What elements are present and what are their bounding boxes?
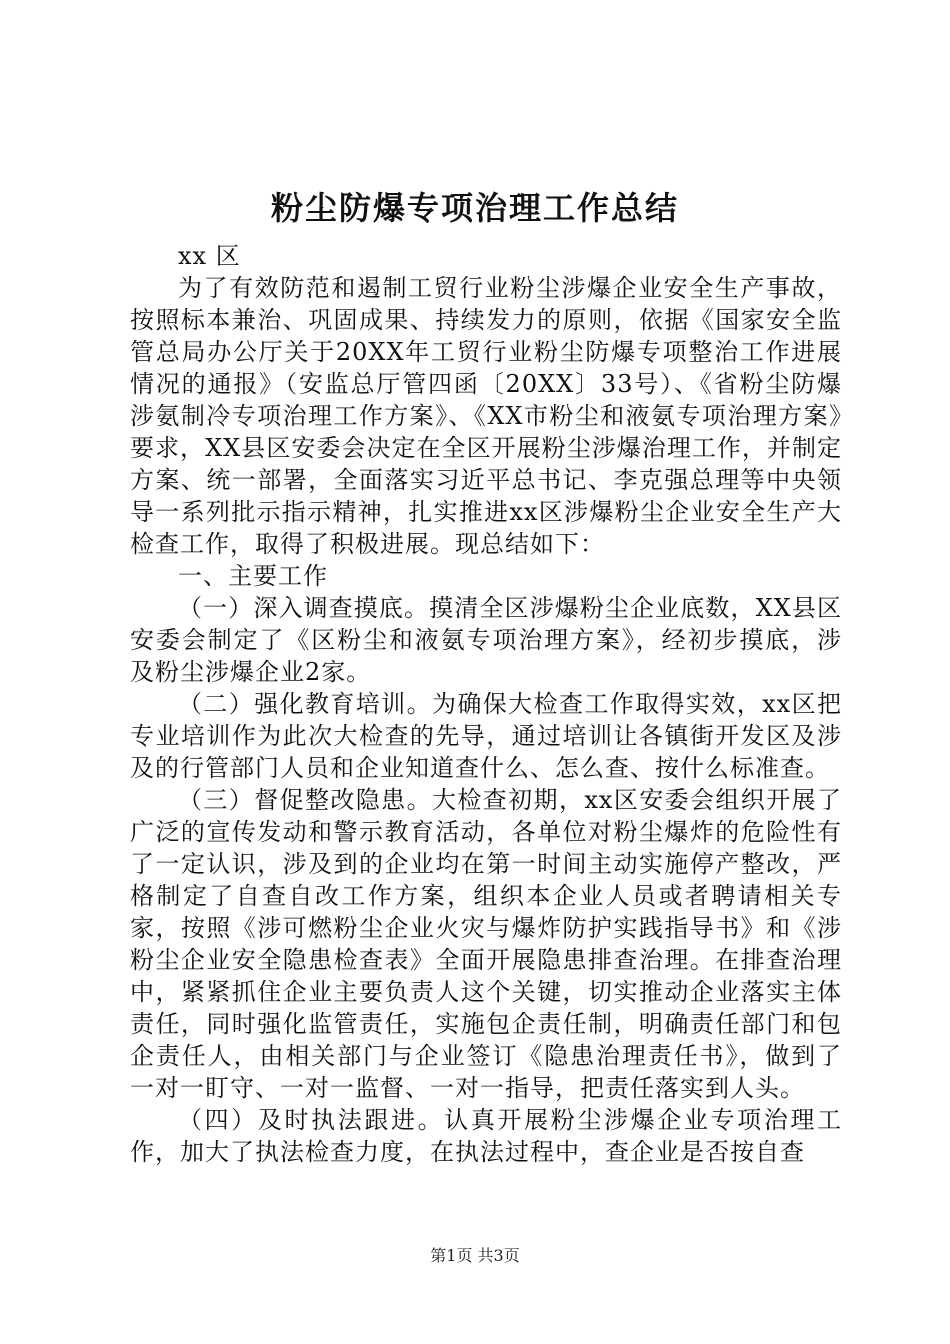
paragraph-item-1: （一）深入调查摸底。摸清全区涉爆粉尘企业底数，XX县区安委会制定了《区粉尘和液氨专项治理方案》，经初步摸底，涉及粉尘涉爆企业2家。 xyxy=(130,594,842,686)
section-heading-main-work: 一、主要工作 xyxy=(178,562,328,590)
paragraph-item-2: （二）强化教育培训。为确保大检查工作取得实效，xx区把专业培训作为此次大检查的先导，通过培训让各镇街开发区及涉及的行管部门人员和企业知道查什么、怎么查、按什么标准查。 xyxy=(130,690,842,782)
document-title: 粉尘防爆专项治理工作总结 xyxy=(270,189,679,227)
intro-paragraph: 为了有效防范和遏制工贸行业粉尘涉爆企业安全生产事故，按照标本兼治、巩固成果、持续发力的原则，依据《国家安全监管总局办公厅关于20XX年工贸行业粉尘防爆专项整治工作进展情况的通报》（安监总厅管四函〔20XX〕33号）、《省粉尘防爆涉氨制冷专项治理工作方案》、《XX市粉尘和液氨专项治理方案》要求，XX县区安委会决定在全区开展粉尘涉爆治理工作，并制定方案、统一部署，全面落实习近平总书记、李克强总理等中央领导一系列批示指示精神，扎实推进xx区涉爆粉尘企业安全生产大检查工作，取得了积极进展。现总结如下： xyxy=(130,274,842,558)
paragraph-item-3: （三）督促整改隐患。大检查初期，xx区安委会组织开展了广泛的宣传发动和警示教育活动，各单位对粉尘爆炸的危险性有了一定认识，涉及到的企业均在第一时间主动实施停产整改，严格制定了自查自改工作方案，组织本企业人员或者聘请相关专家，按照《涉可燃粉尘企业火灾与爆炸防护实践指导书》和《涉粉尘企业安全隐患检查表》全面开展隐患排查治理。在排查治理中，紧紧抓住企业主要负责人这个关键，切实推动企业落实主体责任，同时强化监管责任，实施包企责任制，明确责任部门和包企责任人，由相关部门与企业签订《隐患治理责任书》，做到了一对一盯守、一对一监督、一对一指导，把责任落实到人头。 xyxy=(130,786,842,1102)
document-body xyxy=(130,240,842,1168)
page-footer: 第1页 共3页 xyxy=(430,1246,520,1265)
paragraph-item-4: （四）及时执法跟进。认真开展粉尘涉爆企业专项治理工作，加大了执法检查力度，在执法过程中，查企业是否按自查 xyxy=(130,1106,842,1166)
district-line: xx 区 xyxy=(178,242,241,270)
